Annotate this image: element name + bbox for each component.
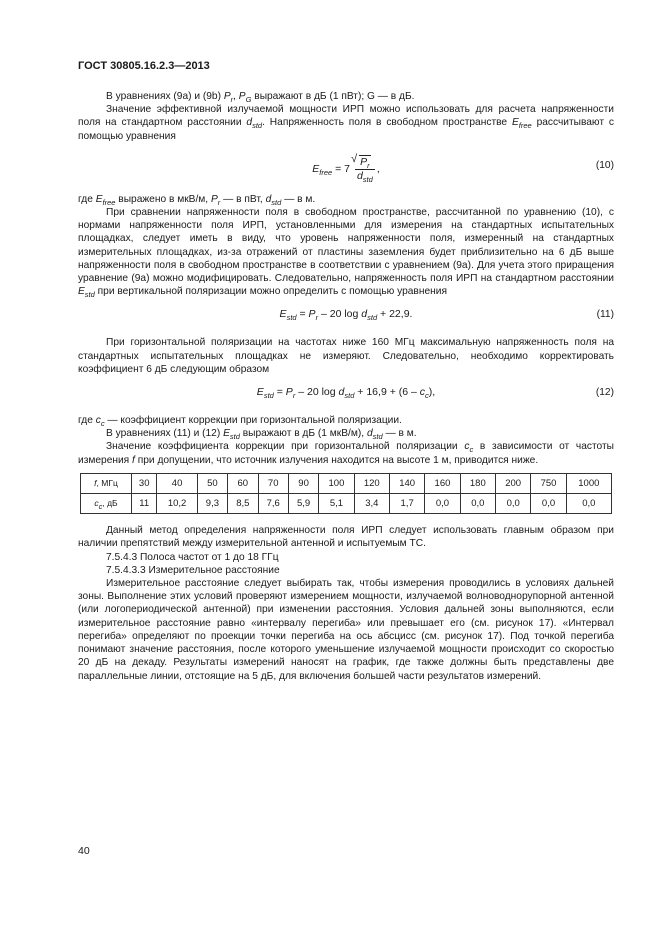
- table-cell-correction: 5,9: [288, 494, 318, 514]
- table-row-frequency: [81, 473, 612, 493]
- table-cell-correction: 0,0: [566, 494, 611, 514]
- table-cell-correction: 1,7: [389, 494, 424, 514]
- table-cell-correction: 0,0: [531, 494, 566, 514]
- paragraph-method: Данный метод определения напряженности поля ИРП следует использовать главным образом при наличии препятствий между измерительной антенной и испытуемым ТС.: [78, 525, 614, 550]
- where-clause-10: где $E_{free}$ выражено в мкВ/м, $P_r$ — в пВт, $d_{std}$ — в м.: [78, 193, 316, 207]
- equation-11-expr: $E_{std} = P_r - 20$ $\log d_{std} + 22,9$.: [279, 308, 413, 323]
- table-cell-correction: 0,0: [460, 494, 495, 514]
- text-span: . Напряженность поля в свободном пространстве: [262, 117, 508, 129]
- table-cell-frequency: 70: [258, 473, 288, 493]
- table-header-frequency: f, МГц: [81, 473, 132, 493]
- table-cell-correction: 9,3: [197, 494, 227, 514]
- table-cell-frequency: 160: [425, 473, 460, 493]
- text-span: при допущении, что источник излучения находится на высоте 1 м, приводится ниже.: [137, 454, 539, 466]
- text-span: В уравнениях (11) и (12): [106, 428, 221, 440]
- text-span: Значение коэффициента коррекции при горизонтальной поляризации: [106, 441, 458, 453]
- text-span: в зависимости от частоты измерения: [78, 441, 614, 466]
- section-7-5-4-3-3: 7.5.4.3.3 Измерительное расстояние: [106, 564, 280, 576]
- paragraph-comparison: При сравнении напряженности поля в свободном пространстве, рассчитанной по уравнению (10), с нормами напряженности поля ИРП, установленными для измерения на стандартных испытательных площадках, следует иметь в виду, что уровень напряженности поля, измеренный на стандартных измерительных площадках, из-за отражений от пластины заземления будет приблизительно на 6 дБ выше напряженности поля в свободном пространстве в соответствии с уравнением (9а). Для учета этого приращения уравнение (9а) можно модифицировать. Следовательно, напряженность поля ИРП на стандартном расстоянии $E_{std}$ при вертикальной поляризации можно определить с помощью уравнения: [78, 207, 614, 300]
- text-span: при вертикальной поляризации можно определить с помощью уравнения: [97, 286, 447, 298]
- table-cell-correction: 11: [132, 494, 157, 514]
- where-clause-12: где $c_c$ — коэффициент коррекции при горизонтальной поляризации.: [78, 415, 402, 429]
- table-cell-correction: 7,6: [258, 494, 288, 514]
- text-span: — коэффициент коррекции при горизонтальной поляризации.: [107, 415, 402, 427]
- equation-11-number: (11): [596, 309, 614, 321]
- table-cell-frequency: 60: [228, 473, 258, 493]
- table-cell-frequency: 1000: [566, 473, 611, 493]
- text-span: где: [78, 415, 93, 427]
- table-cell-frequency: 40: [157, 473, 197, 493]
- table-cell-correction: 0,0: [496, 494, 531, 514]
- table-cell-frequency: 30: [132, 473, 157, 493]
- equation-12-expr: $E_{std} = P_r - 20$ $\log d_{std} + 16,9 + (6 - c_c)$,: [256, 386, 436, 401]
- equation-10-number: (10): [595, 159, 614, 171]
- paragraph-horizontal: При горизонтальной поляризации на частотах ниже 160 МГц максимальную напряженность поля на стандартных испытательных площадках не измеряют. Следовательно, необходимо корректировать коэффициент 6 дБ следующим образом: [78, 337, 614, 375]
- equation-12-number: (12): [595, 387, 614, 399]
- table-cell-correction: 8,5: [228, 494, 258, 514]
- table-cell-correction: 0,0: [425, 494, 460, 514]
- text-span: выражают в дБ (1 мкВ/м),: [242, 428, 365, 440]
- table-cell-correction: 5,1: [319, 494, 354, 514]
- page-number: 40: [78, 845, 90, 857]
- text-span: рассчитывают с помощью уравнения: [78, 117, 614, 142]
- equation-12: [78, 382, 614, 408]
- table-cell-frequency: 180: [460, 473, 495, 493]
- table-cell-frequency: 120: [354, 473, 389, 493]
- text-span: выражено в мкВ/м,: [118, 193, 209, 205]
- equation-11: [78, 304, 614, 330]
- paragraph-erp: Значение эффективной излучаемой мощности ИРП можно использовать для расчета напряженности поля на стандартном расстоянии $d_{std}$. Напряженность поля в свободном пространстве $E_{free}$ рассчитывают с помощью уравнения: [78, 104, 614, 142]
- paragraph-units-2: В уравнениях (11) и (12) $E_{std}$ выражают в дБ (1 мкВ/м), $d_{std}$ — в м.: [106, 428, 417, 442]
- text-span: выражают в дБ (1 пВт); G — в дБ.: [254, 91, 415, 102]
- text-span: В уравнениях (9а) и (9b): [106, 91, 221, 102]
- table-cell-frequency: 50: [197, 473, 227, 493]
- table-header-correction: $c_c$, дБ: [81, 494, 132, 514]
- table-cell-frequency: 200: [496, 473, 531, 493]
- correction-table: [80, 473, 612, 514]
- standard-header: ГОСТ 30805.16.2.3—2013: [78, 60, 210, 72]
- section-7-5-4-3: 7.5.4.3 Полоса частот от 1 до 18 ГГц: [106, 551, 279, 563]
- text-span: Значение эффективной излучаемой мощности ИРП можно использовать для расчета напряженности поля на стандартном расстоянии: [78, 104, 614, 129]
- text-span: — в м.: [284, 193, 316, 205]
- paragraph-measurement-distance: Измерительное расстояние следует выбирать так, чтобы измерения проводились в условиях дальней зоны. Выполнение этих условий проверяют измерением мощности, излучаемой волноводнорупорной антенной (или логопериодической антенной) при изменении расстояния. Условия дальней зоны выполняются, если измерительное расстояние равно «интервалу перегиба» или превышает его (см. рисунок 17). «Интервал перегиба» определяют по проекции точки перегиба на ось абсцисс (см. рисунок 17). Под точкой перегиба понимают значение расстояния, после которого уменьшение излучаемой мощности происходит со скоростью 20 дБ на декаду. Результаты измерений наносят на график, где также должны быть представлены две параллельные линии, отстоящие на 5 дБ, для включения большей части результатов измерений.: [78, 578, 614, 682]
- text-span: — в пВт,: [223, 193, 263, 205]
- body-text: [78, 90, 614, 683]
- table-cell-correction: 3,4: [354, 494, 389, 514]
- text-span: При сравнении напряженности поля в свободном пространстве, рассчитанной по уравнению (10), с нормами напряженности поля ИРП, установленными для измерения на стандартных испытательных площадках, следует иметь в виду, что уровень напряженности поля, измеренный на стандартных измерительных площадках, из-за отражений от пластины заземления будет приблизительно на 6 дБ выше напряженности поля в свободном пространстве в соответствии с уравнением (9а). Для учета этого приращения уравнение (9а) можно модифицировать. Следовательно, напряженность поля ИРП на стандартном расстоянии: [78, 207, 614, 285]
- equation-10: [78, 149, 614, 187]
- table-row-correction: [81, 494, 612, 514]
- text-span: — в м.: [385, 428, 417, 440]
- table-cell-frequency: 140: [389, 473, 424, 493]
- paragraph-units: В уравнениях (9а) и (9b) $P_r$, $P_G$ выражают в дБ (1 пВт); G — в дБ.: [106, 91, 415, 104]
- table-cell-frequency: 90: [288, 473, 318, 493]
- paragraph-correction: Значение коэффициента коррекции при горизонтальной поляризации $c_c$ в зависимости от частоты измерения f при допущении, что источник излучения находится на высоте 1 м, приводится ниже.: [78, 441, 614, 466]
- text-span: где: [78, 193, 93, 205]
- table-cell-frequency: 100: [319, 473, 354, 493]
- table-cell-frequency: 750: [531, 473, 566, 493]
- table-cell-correction: 10,2: [157, 494, 197, 514]
- equation-10-expr: $E_{free} = 7$ √ $\frac{P_r}{d_{std}}$ ,: [78, 155, 614, 183]
